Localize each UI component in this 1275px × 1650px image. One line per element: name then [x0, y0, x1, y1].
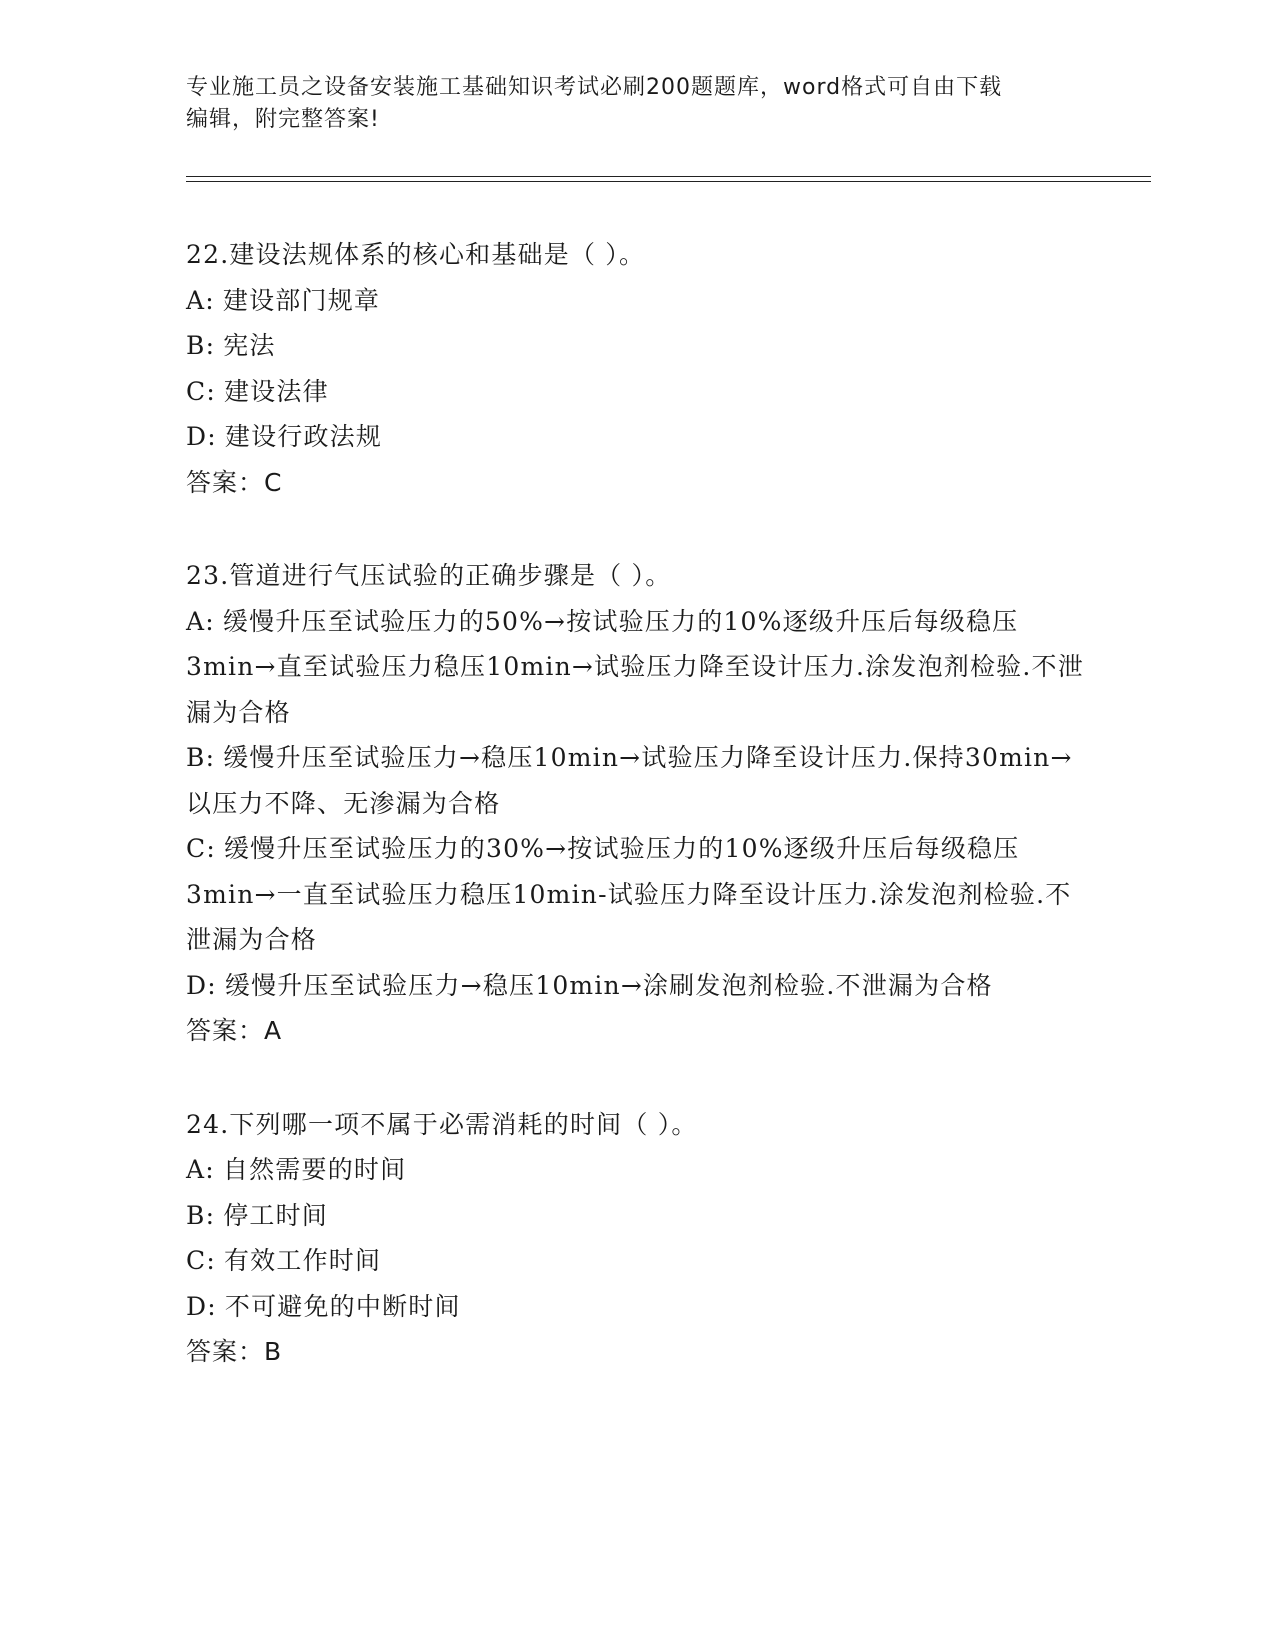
answer-value: C [264, 467, 283, 497]
option-letter: A [186, 606, 206, 636]
question-stem: 22.建设法规体系的核心和基础是（ ）。 [186, 240, 646, 269]
header-line-2: 编辑，附完整答案! [186, 107, 380, 132]
option-a: A: 建设部门规章 [186, 285, 381, 315]
header-divider-top [186, 176, 1151, 177]
answer-value: A [264, 1016, 283, 1045]
answer-line [186, 1008, 1086, 1054]
option-letter: C [186, 834, 207, 863]
question-stem: 23.管道进行气压试验的正确步骤是（ ）。 [186, 561, 672, 590]
answer-line [186, 1329, 1086, 1375]
header-line-1: 专业施工员之设备安装施工基础知识考试必刷200题题库，word格式可自由下载 [186, 75, 1003, 100]
option-letter: D [186, 1291, 208, 1321]
question-24 [186, 1102, 1086, 1375]
option-letter: C [186, 376, 207, 406]
option-text: 停工时间 [223, 1200, 329, 1230]
option-letter: B [186, 1200, 206, 1230]
answer-label: 答案： [186, 1337, 265, 1366]
option-text: 缓慢升压至试验压力的30%→按试验压力的10%逐级升压后每级稳压3min→一直至试验压力稳压10min-试验压力降至设计压力.涂发泡剂检验.不泄漏为合格 [186, 834, 1072, 954]
option-text: 缓慢升压至试验压力→稳压10min→涂刷发泡剂检验.不泄漏为合格 [224, 970, 993, 1000]
option-a: A: 缓慢升压至试验压力的50%→按试验压力的10%逐级升压后每级稳压3min→直至试验压力稳压10min→试验压力降至设计压力.涂发泡剂检验.不泄漏为合格 [186, 606, 1084, 727]
option-text: 建设法律 [223, 376, 329, 406]
option-b: B: 宪法 [186, 331, 276, 360]
option-d: D: 建设行政法规 [186, 422, 383, 451]
document-header [186, 72, 1066, 136]
question-23 [186, 553, 1086, 1054]
option-text: 自然需要的时间 [222, 1155, 407, 1184]
option-b: B: 缓慢升压至试验压力→稳压10min→试验压力降至设计压力.保持30min→以压力不降、无渗漏为合格 [186, 743, 1073, 818]
option-a: A: 自然需要的时间 [186, 1155, 407, 1184]
option-c: C: 建设法律 [186, 376, 329, 406]
answer-label: 答案： [186, 467, 265, 497]
question-list [186, 232, 1086, 1375]
header-divider-bottom [186, 181, 1151, 182]
answer-value: B [264, 1337, 283, 1366]
answer-line [186, 460, 1086, 506]
option-c: C: 缓慢升压至试验压力的30%→按试验压力的10%逐级升压后每级稳压3min→一直至试验压力稳压10min-试验压力降至设计压力.涂发泡剂检验.不泄漏为合格 [186, 834, 1072, 954]
question-stem: 24.下列哪一项不属于必需消耗的时间（ ）。 [186, 1109, 698, 1139]
option-letter: A [186, 285, 206, 315]
question-22 [186, 232, 1086, 505]
option-text: 缓慢升压至试验压力的50%→按试验压力的10%逐级升压后每级稳压3min→直至试验压力稳压10min→试验压力降至设计压力.涂发泡剂检验.不泄漏为合格 [186, 606, 1084, 727]
option-text: 有效工作时间 [223, 1246, 382, 1275]
option-letter: C [186, 1246, 207, 1275]
option-c: C: 有效工作时间 [186, 1246, 382, 1275]
option-d: D: 缓慢升压至试验压力→稳压10min→涂刷发泡剂检验.不泄漏为合格 [186, 970, 993, 1000]
option-b: B: 停工时间 [186, 1200, 329, 1230]
option-text: 宪法 [223, 331, 276, 360]
answer-label: 答案： [186, 1016, 265, 1045]
option-text: 不可避免的中断时间 [224, 1291, 461, 1321]
option-letter: D [186, 422, 208, 451]
option-text: 缓慢升压至试验压力→稳压10min→试验压力降至设计压力.保持30min→以压力不降、无渗漏为合格 [186, 743, 1073, 818]
option-text: 建设部门规章 [222, 285, 381, 315]
option-letter: D [186, 970, 208, 1000]
option-d: D: 不可避免的中断时间 [186, 1291, 461, 1321]
option-letter: A [186, 1155, 206, 1184]
option-text: 建设行政法规 [224, 422, 383, 451]
option-letter: B [186, 743, 206, 772]
option-letter: B [186, 331, 206, 360]
